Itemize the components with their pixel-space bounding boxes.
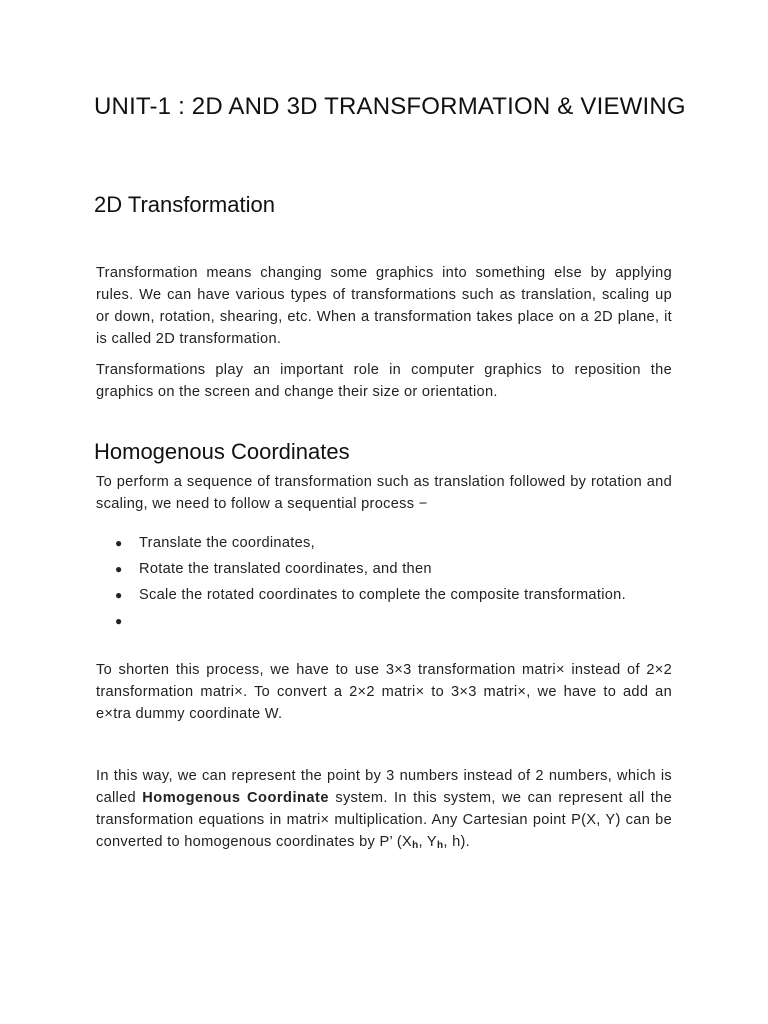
term-homogenous-coordinate: Homogenous Coordinate bbox=[142, 790, 330, 806]
section-heading-2d-transformation: 2D Transformation bbox=[94, 192, 275, 217]
paragraph-matrix-size: To shorten this process, we have to use 3×3 transformation matri× instead of 2×2 transformation matri×. To convert a 2×2 matri× to 3×3 matri×, we have to add an e×tra dummy coordinate W. bbox=[96, 662, 672, 722]
section-heading-homogenous-coordinates: Homogenous Coordinates bbox=[94, 439, 350, 464]
list-item-text: Scale the rotated coordinates to complete the composite transformation. bbox=[139, 587, 626, 603]
process-steps-list bbox=[96, 532, 656, 636]
unit-title: UNIT-1 : 2D AND 3D TRANSFORMATION & VIEWING bbox=[94, 93, 686, 120]
bullet-icon: ● bbox=[115, 588, 123, 602]
list-item-empty bbox=[96, 610, 656, 632]
text-segment: , h). bbox=[443, 834, 471, 850]
list-item-text: Translate the coordinates, bbox=[139, 535, 315, 551]
text-segment: In this way, we can represent the point by 3 numbers instead of 2 numbers, which is called bbox=[96, 768, 672, 806]
list-item bbox=[96, 532, 656, 554]
list-item bbox=[96, 558, 656, 580]
subscript-h: h bbox=[412, 840, 419, 851]
list-item-text: Rotate the translated coordinates, and then bbox=[139, 561, 432, 577]
subscript-h: h bbox=[436, 840, 444, 851]
paragraph-transformation-definition: Transformation means changing some graphics into something else by applying rules. We can have various types of transformations such as translation, scaling up or down, rotation, shearing, etc. When a transformation takes place on a 2D plane, it is called 2D transformation. bbox=[96, 265, 672, 347]
bullet-icon: ● bbox=[115, 562, 123, 576]
list-item bbox=[96, 584, 656, 606]
text-segment: , Y bbox=[418, 834, 437, 850]
paragraph-sequence-intro: To perform a sequence of transformation such as translation followed by rotation and scaling, we need to follow a sequential process − bbox=[96, 474, 672, 512]
bullet-icon: ● bbox=[115, 536, 123, 550]
paragraph-homogenous-definition bbox=[96, 765, 672, 857]
bullet-icon: ● bbox=[115, 614, 123, 628]
text-segment: system. In this system, we can represent all the transformation equations in matri× multiplication. Any Cartesian point P(X, Y) can be converted to homogenous coordinates by P’ (X bbox=[96, 790, 672, 850]
paragraph-transformation-role: Transformations play an important role in computer graphics to reposition the graphics on the screen and change their size or orientation. bbox=[96, 362, 672, 400]
